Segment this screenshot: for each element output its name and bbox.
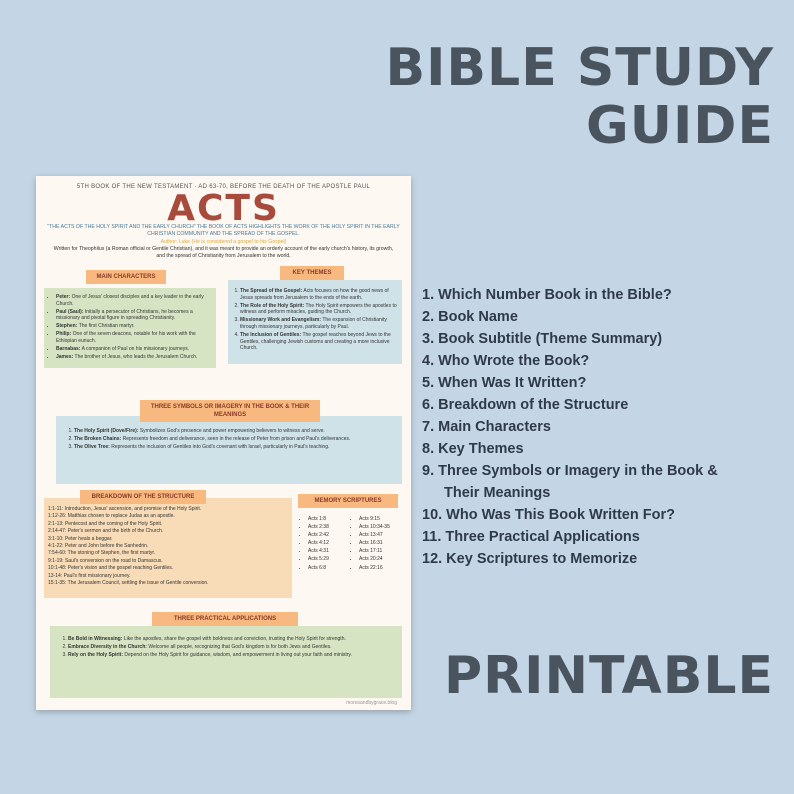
list-item: 1. The Spread of the Gospel: Acts focuses on how the good news of Jesus spreads from Jerusalem to the ends of the earth. [240,288,398,301]
list-item: 2. The Role of the Holy Spirit: The Holy Spirit empowers the apostles to witness and perform miracles, guiding the Church. [240,303,398,316]
list-item: • Acts 13:47 [359,532,400,539]
list-item: • Barnabas: A companion of Paul on his missionary journeys. [56,346,212,353]
list-item: • Acts 10:34-35 [359,524,400,531]
applications-box [50,626,402,698]
list-item: 3. Rely on the Holy Spirit: Depend on the Holy Spirit for guidance, wisdom, and empowerment in living out your faith and ministry. [68,652,396,659]
sheet-subtitle: 5TH BOOK OF THE NEW TESTAMENT · AD 63-70, BEFORE THE DEATH OF THE APOSTLE PAUL [76,184,371,190]
list-item: 4. The Inclusion of Gentiles: The gospel reaches beyond Jews to the Gentiles, challenging Jewish customs and creating a more inclusive Church. [240,332,398,352]
key-themes-box [228,280,402,364]
headline-printable: PRINTABLE [444,646,774,706]
symbols-box [56,416,402,484]
applications-label: THREE PRACTICAL APPLICATIONS [152,612,298,626]
list-item: • Paul (Saul): Initially a persecutor of Christians, he becomes a missionary and pivotal figure in spreading Christianity. [56,309,212,322]
list-item: • Acts 16:31 [359,540,400,547]
list-item: 1:1-11: Introduction, Jesus' ascension, and promise of the Holy Spirit. [48,506,202,512]
list-item: 2:1-13: Pentecost and the coming of the Holy Spirit. [48,520,163,527]
feature-item: 2. Book Name [422,309,518,325]
feature-list [422,284,782,570]
feature-item: 7. Main Characters [422,419,551,435]
list-item: 3. Missionary Work and Evangelism: The expansion of Christianity through missionary journeys, particularly by Paul. [240,317,398,330]
feature-item: 3. Book Subtitle (Theme Summary) [422,331,663,347]
breakdown-label: BREAKDOWN OF THE STRUCTURE [80,490,206,504]
feature-item: 4. Who Wrote the Book? [422,353,590,369]
list-item: • Acts 17:11 [359,548,400,555]
breakdown-box [44,498,292,598]
feature-item: 1. Which Number Book in the Bible? [422,287,672,303]
sheet-footer: moresandbygrace.blog [346,700,397,706]
list-item: 2:14-47: Peter's sermon and the birth of the Church. [48,528,164,535]
feature-item: 8. Key Themes [422,441,524,457]
feature-item: 9. Three Symbols or Imagery in the Book & [422,463,718,479]
list-item: • Acts 20:24 [359,556,400,563]
list-item: 13-14: Paul's first missionary journey. [48,572,131,579]
list-item: 15:1-35: The Jerusalem Council, settling the issue of Gentile conversion. [48,579,209,586]
feature-item: 11. Three Practical Applications [422,529,640,545]
printable-sheet [36,176,411,710]
list-item: • Acts 6:8 [308,565,349,572]
list-item: • Acts 9:15 [359,516,400,523]
list-item: • Acts 1:8 [308,516,349,523]
list-item: • Philip: One of the seven deacons, notable for his work with the Ethiopian eunuch. [56,331,212,344]
key-themes-label: KEY THEMES [280,266,344,280]
list-item: • Acts 5:29 [308,556,349,563]
list-item: 3:1-10: Peter heals a beggar. [48,535,113,542]
sheet-title: ACTS [167,188,280,229]
main-characters-label: MAIN CHARACTERS [86,270,166,284]
sheet-written-for: Written for Theophilus (a Roman official or Gentile Christian), and it was meant to provide an orderly account of the early church's history, its growth, and the spread of Christianity from Jerusalem to the world. [53,246,394,259]
sheet-quote: "THE ACTS OF THE HOLY SPIRIT AND THE EARLY CHURCH" THE BOOK OF ACTS HIGHLIGHTS THE WORK OF THE HOLY SPIRIT IN THE EARLY CHRISTIAN COMMUNITY AND THE SPREAD OF THE GOSPEL. [47,224,400,237]
list-item: • Peter: One of Jesus' closest disciples and a key leader in the early Church. [56,294,212,307]
list-item: 3. The Olive Tree: Represents the inclusion of Gentiles into God's covenant with Israel, particularly in Paul's teaching. [74,444,396,451]
sheet-author: Author: Luke (He is considered a gospel to his Gospel) [160,239,287,245]
list-item: • James: The brother of Jesus, who leads the Jerusalem Church. [56,354,212,361]
memory-label: MEMORY SCRIPTURES [298,494,398,508]
list-item: 1. Be Bold in Witnessing: Like the apostles, share the gospel with boldness and conviction, trusting the Holy Spirit for strength. [68,636,396,643]
list-item: 1. The Holy Spirit (Dove/Fire): Symbolizes God's presence and power empowering believers to witness and serve. [74,428,396,435]
feature-item: 10. Who Was This Book Written For? [422,507,675,523]
list-item: 9:1-19: Saul's conversion on the road to Damascus. [48,557,163,564]
list-item: 10:1-48: Peter's vision and the gospel reaching Gentiles. [48,565,174,572]
list-item: • Acts 4:12 [308,540,349,547]
list-item: • Acts 22:16 [359,565,400,572]
list-item: • Acts 4:31 [308,548,349,555]
symbols-label: THREE SYMBOLS OR IMAGERY IN THE BOOK & THEIR MEANINGS [140,400,320,422]
feature-item: 6. Breakdown of the Structure [422,397,629,413]
feature-item: 5. When Was It Written? [422,375,587,391]
list-item: 2. Embrace Diversity in the Church: Welcome all people, recognizing that God's kingdom is for both Jews and Gentiles. [68,644,396,651]
main-characters-box [44,288,216,368]
list-item: 1:12-26: Matthias chosen to replace Judas as an apostle. [48,513,175,520]
list-item: 7:54-60: The stoning of Stephen, the first martyr. [48,550,156,557]
list-item: 2. The Broken Chains: Represents freedom and deliverance, seen in the release of Peter from prison and Paul's deliverances. [74,436,396,443]
feature-item: 12. Key Scriptures to Memorize [422,551,638,567]
memory-box [298,510,402,580]
headline-bible-study: BIBLE STUDY [385,38,774,98]
feature-item-continued: Their Meanings [444,485,551,501]
list-item: • Stephen: The first Christian martyr. [56,323,212,330]
list-item: • Acts 2:38 [308,524,349,531]
list-item: • Acts 2:42 [308,532,349,539]
headline-guide: GUIDE [586,96,774,156]
list-item: 4:1-22: Peter and John before the Sanhedrin. [48,542,149,549]
